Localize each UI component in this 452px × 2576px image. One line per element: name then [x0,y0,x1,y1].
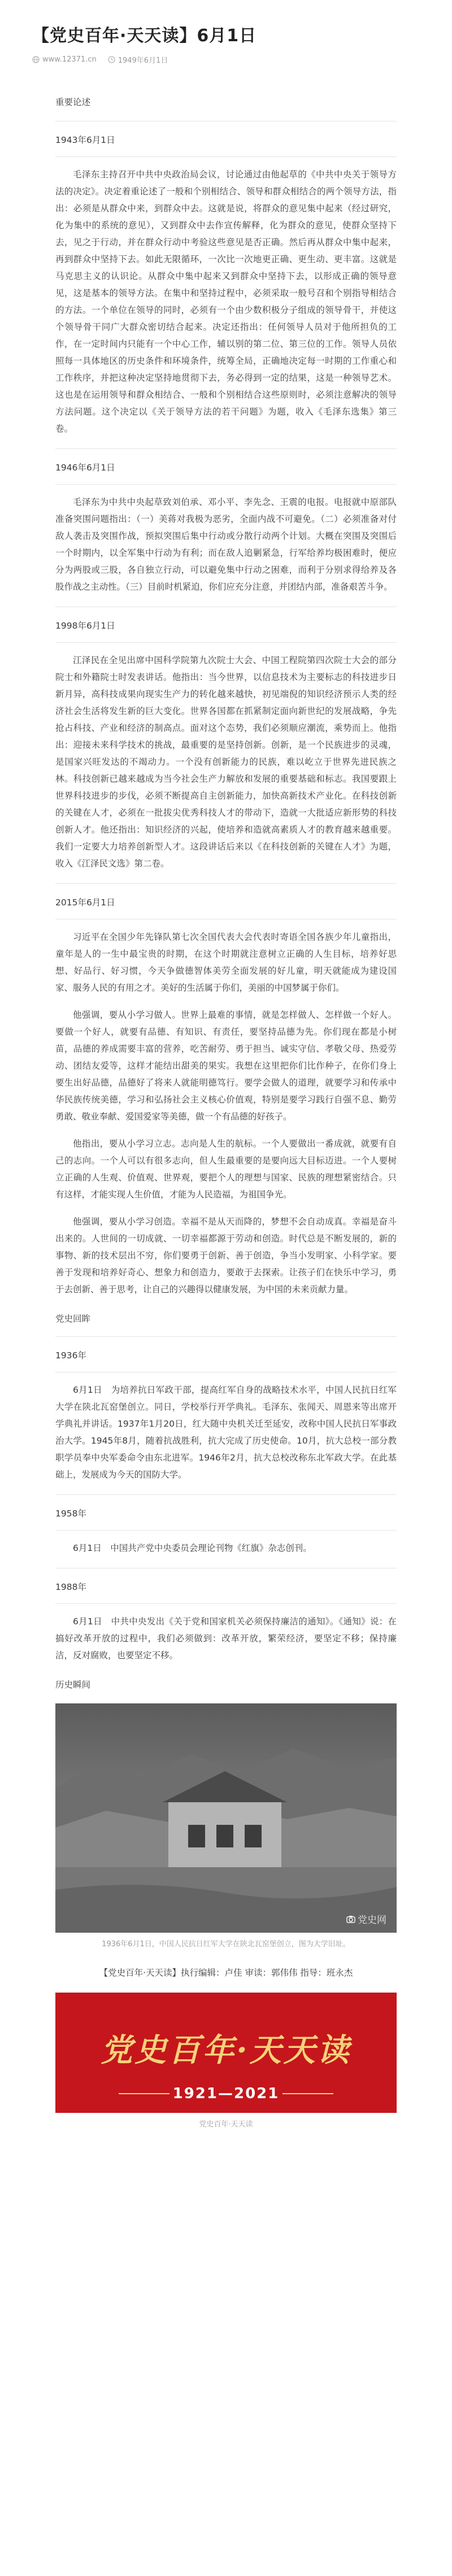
photo-watermark [346,1912,386,1926]
article-meta [32,53,420,66]
source-meta[interactable] [32,55,97,64]
column-banner [55,1993,397,2113]
section-heading-important-works: 重要论述 [55,97,91,107]
entry-paragraph: 6月1日 中共中央发出《关于党和国家机关必须保持廉洁的通知》。《通知》说：在搞好改革开放的过程中，我们必须做到：改革开放，繁荣经济，要坚定不移；保持廉洁，反对腐败，也要坚定不移。 [55,1616,397,1660]
entry-paragraph: 毛泽东主持召开中共中央政治局会议，讨论通过由他起草的《中共中央关于领导方法的决定》。决定着重论述了一般和个别相结合、领导和群众相结合的两个领导方法，指出：必须是从群众中来，到群众中去。这就是说，将群众的意见集中起来（经过研究，化为集中的系统的意见），又到群众中去作宣传解释，化为群众的意见，使群众坚持下去，见之于行动，并在群众行动中考验这些意见是否正确。然后再从群众中集中起来，再到群众中坚持下去。如此无限循环，一次比一次地更正确、更生动、更丰富。这就是马克思主义的认识论。从群众中集中起来又到群众中坚持下去，以形成正确的领导意见，这是基本的领导方法。在集中和坚持过程中，必须采取一般号召和个别指导相结合的方法。一个单位在领导的同时，必须有一个由少数积极分子组成的领导骨干，并使这个领导骨干同广大群众密切结合起来。决定还指出：任何领导人员对于他所担负的工作，在一定时间内只能有一个中心工作，辅以别的第二位、第三位的工作。领导人员依照每一具体地区的历史条件和环境条件，统筹全局，正确地决定每一时期的工作重心和工作秩序，并把这种决定坚持地贯彻下去，务必得到一定的结果，这是一种领导艺术。这也是在运用领导和群众相结合、一般和个别相结合这些原则时，必须注意解决的领导方法问题。这个决定以《关于领导方法的若干问题》为题，收入《毛泽东选集》第三卷。 [55,169,397,434]
historical-photo [55,1703,397,1933]
banner-title: 党史百年·天天读 [101,2032,351,2069]
photo-image [55,1703,397,1933]
editor-credit: 【党史百年·天天读】执行编辑：卢佳 审读：郭伟伟 指导：班永杰 [99,1968,353,1978]
photo-caption: 1936年6月1日，中国人民抗日红军大学在陕北瓦窑堡创立，图为大学旧址。 [102,1940,350,1949]
entry-date: 1958年 [55,1509,86,1519]
article-body [0,66,452,1703]
entry-date: 1943年6月1日 [55,135,115,145]
article-footer [0,1933,452,1993]
article-header [0,0,452,66]
clock-icon [108,56,115,63]
entry-date: 1998年6月1日 [55,621,115,631]
banner-years: 1921—2021 [172,2085,280,2102]
camera-icon [346,1915,355,1924]
entry-paragraph: 他指出，要从小学习立志。志向是人生的航标。一个人要做出一番成就，就要有自己的志向。一个人可以有很多志向，但人生最重要的是要向远大目标迈进。一个人要树立正确的人生观、价值观、世界观，要把个人的理想与国家、民族的理想紧密结合。只有这样，才能实现人生价值，才能为人民造福，为祖国争光。 [55,1139,397,1200]
watermark-text: 党史网 [358,1915,386,1926]
entry-paragraph: 习近平在全国少年先锋队第七次全国代表大会代表时寄语全国各族少年儿童指出，童年是人的一生中最宝贵的时期，在这个时期就注意树立正确的人生目标，培养好思想、好品行、好习惯，今天争做德智体美劳全面发展的好儿童，明天就能成为建设国家、服务人民的有用之才。美好的生活属于你们，美丽的中国梦属于你们。 [55,932,397,993]
date-meta [108,54,168,65]
entry-date: 1946年6月1日 [55,463,115,473]
entry-paragraph: 他强调，要从小学习做人。世界上最难的事情，就是怎样做人、怎样做一个好人。要做一个好人，就要有品德、有知识、有责任，要坚持品德为先。你们现在都是小树苗，品德的养成需要丰富的营养，吃苦耐劳、勇于担当、诚实守信、孝敬父母、热爱劳动、团结友爱等，这样才能结出甜美的果实。我想在这里把你们比作种子，在你们身上要生出好品德，品德好了将来人就能明德笃行。要学会做人的道理，就要学习和传承中华民族传统美德，学习和弘扬社会主义核心价值观，特别是要学习践行自强不息、勤劳勇敢、敬业奉献、爱国爱家等美德，做一个有品德的好孩子。 [55,1010,397,1122]
entry-paragraph: 他强调，要从小学习创造。幸福不是从天而降的，梦想不会自动成真。幸福是奋斗出来的。人世间的一切成就、一切幸福都源于劳动和创造。时代总是不断发展的，新的事物、新的技术层出不穷，你们要勇于创新、善于创造，争当小发明家、小科学家。要善于发现和培养好奇心、想象力和创造力，要敢于去探索。让孩子们在快乐中学习，勇于去创新、善于思考，让自己的兴趣得以健康发展，为中国的未来贡献力量。 [55,1217,397,1294]
banner-footer [0,2113,452,2131]
entry-date: 1936年 [55,1350,86,1361]
entry-paragraph: 毛泽东为中共中央起草致刘伯承、邓小平、李先念、王震的电报。电报就中原部队准备突围问题指出：（一）美蒋对我极为恶劣，全面内战不可避免。（二）必须准备对付敌人袭击及突围作战，预拟突围后集中行动或分散行动两个计划。大概在突围及突围后一个时期内，以全军集中行动为有利；而在敌人追剿紧急，行军给养均极困难时，便应分为两股或三股，各自独立行动，可以避免集中行动之困难，而利于分别求得给养及各股作战之主动性。（三）目前时机紧迫，你们应充分注意，并团结内部，准备艰苦斗争。 [55,497,397,592]
banner-caption: 党史百年·天天读 [199,2120,253,2129]
entry-date: 1988年 [55,1582,86,1592]
source-link[interactable]: www.12371.cn [42,55,97,64]
page-title: 【党史百年·天天读】6月1日 [32,26,257,46]
globe-icon [32,56,40,63]
entry-paragraph: 6月1日 为培养抗日军政干部，提高红军自身的战略技术水平，中国人民抗日红军大学在陕北瓦窑堡创立。同日，学校举行开学典礼。毛泽东、张闻天、周恩来等出席开学典礼并讲话。1937年1月20日，红大随中央机关迁至延安，改称中国人民抗日军事政治大学。1945年8月，随着抗战胜利，抗大完成了历史使命。10月，抗大总校一部分教职学员奉中央军委命令由东北进军。1946年2月，抗大总校改称东北军政大学。在此基础上，发展成为今天的国防大学。 [55,1385,397,1480]
entry-date: 2015年6月1日 [55,897,115,908]
publish-date: 1949年6月1日 [118,56,168,65]
entry-paragraph: 江泽民在全见出席中国科学院第九次院士大会、中国工程院第四次院士大会的部分院士和外籍院士时发表讲话。他指出：当今世界，以信息技术为主要标志的科技进步日新月异，高科技成果向现实生产力的转化越来越快，初见端倪的知识经济预示人类的经济社会生活将发生新的巨大变化。世界各国都在抓紧制定面向新世纪的发展战略，争先抢占科技、产业和经济的制高点。面对这个态势，我们必须顺应潮流，乘势而上。他指出：迎接未来科学技术的挑战，最重要的是坚持创新。创新，是一个民族进步的灵魂，是国家兴旺发达的不竭动力。一个没有创新能力的民族，难以屹立于世界先进民族之林。科技创新已越来越成为当今社会生产力解放和发展的重要基础和标志。我国要跟上世界科技进步的步伐，必须不断提高自主创新能力，加快高新技术产业化。在科技创新的关键在人才，必须在一批拔尖优秀科技人才的带动下，造就一大批适应新形势的科技创新人才。他还指出：知识经济的兴起，使培养和造就高素质人才的教育越来越重要。我们一定要大力培养创新型人才。这段讲话后来以《在科技创新的关键在人才》为题，收入《江泽民文选》第二卷。 [55,655,397,869]
entry-paragraph: 6月1日 中国共产党中央委员会理论刊物《红旗》杂志创刊。 [73,1543,312,1553]
section-heading-history-review: 党史回眸 [55,1314,91,1324]
section-heading-history-moment: 历史瞬间 [55,1680,91,1690]
